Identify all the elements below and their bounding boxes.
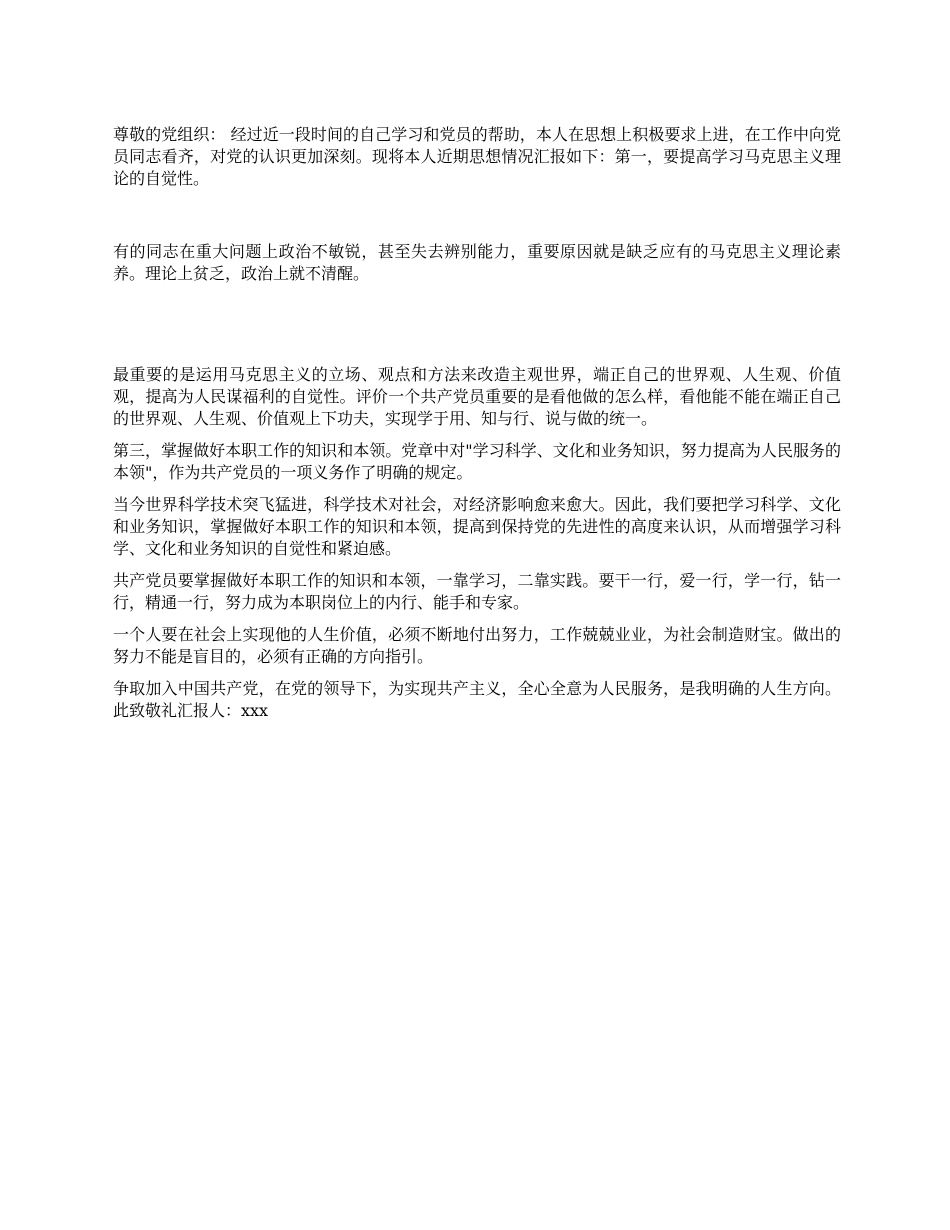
paragraph-worldview: 最重要的是运用马克思主义的立场、观点和方法来改造主观世界，端正自己的世界观、人生观、价值观，提高为人民谋福利的自觉性。评价一个共产党员重要的是看他做的怎么样，看他能不能在端正自己的世界观、人生观、价值观上下功夫，实现学于用、知与行、说与做的统一。 — [113, 365, 841, 428]
paragraph-closing: 争取加入中国共产党，在党的领导下，为实现共产主义，全心全意为人民服务，是我明确的人生方向。 此致敬礼汇报人：xxx — [113, 679, 841, 720]
paragraph-greeting: 尊敬的党组织： 经过近一段时间的自己学习和党员的帮助，本人在思想上积极要求上进，在工作中向党员同志看齐，对党的认识更加深刻。现将本人近期思想情况汇报如下：第一，要提高学习马克思主义理论的自觉性。 — [113, 125, 841, 188]
paragraph-study-practice: 共产党员要掌握做好本职工作的知识和本领，一靠学习，二靠实践。要干一行，爱一行，学一行，钻一行，精通一行，努力成为本职岗位上的内行、能手和专家。 — [113, 571, 841, 612]
paragraph-political-awareness: 有的同志在重大问题上政治不敏锐，甚至失去辨别能力，重要原因就是缺乏应有的马克思主义理论素养。理论上贫乏，政治上就不清醒。 — [113, 242, 841, 283]
paragraph-third-point: 第三，掌握做好本职工作的知识和本领。党章中对"学习科学、文化和业务知识，努力提高为人民服务的本领"，作为共产党员的一项义务作了明确的规定。 — [113, 441, 841, 482]
document-page — [113, 124, 841, 722]
paragraph-science-technology: 当今世界科学技术突飞猛进，科学技术对社会，对经济影响愈来愈大。因此，我们要把学习科学、文化和业务知识，掌握做好本职工作的知识和本领，提高到保持党的先进性的高度来认识，从而增强学习科学、文化和业务知识的自觉性和紧迫感。 — [113, 495, 841, 558]
paragraph-life-value: 一个人要在社会上实现他的人生价值，必须不断地付出努力，工作兢兢业业，为社会制造财宝。做出的努力不能是盲目的，必须有正确的方向指引。 — [113, 625, 841, 666]
